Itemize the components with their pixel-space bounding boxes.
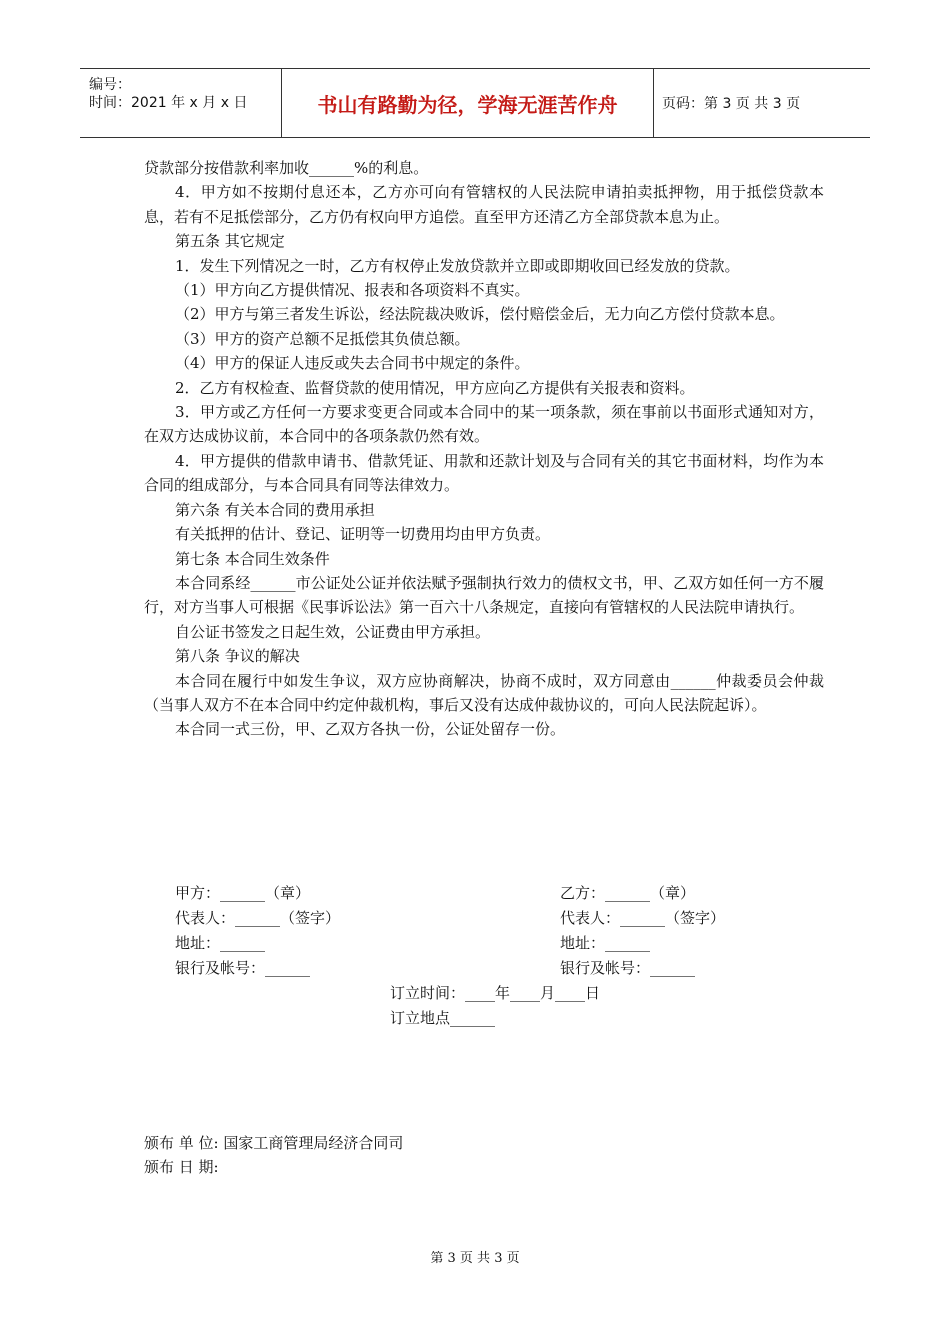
party-b-bank-account: 银行及帐号：______ (560, 959, 696, 977)
sign-place: 订立地点______ (390, 1009, 496, 1027)
contract-paragraph: 本合同系经______市公证处公证并依法赋予强制执行效力的债权文书，甲、乙双方如任何一方不履行，对方当事人可根据《民事诉讼法》第一百六十八条规定，直接向有管辖权的人民法院申请执行。 (144, 573, 824, 617)
party-a-address: 地址：______ (175, 934, 266, 952)
contract-paragraph: 自公证书签发之日起生效，公证费由甲方承担。 (175, 622, 491, 641)
page-header (80, 68, 870, 138)
header-page-info: 页码：第 3 页 共 3 页 (662, 96, 801, 112)
contract-paragraph: 3．甲方或乙方任何一方要求变更合同或本合同中的某一项条款，须在事前以书面形式通知对方，在双方达成协议前，本合同中的各项条款仍然有效。 (144, 403, 824, 446)
party-a-signature-block (175, 881, 340, 981)
issuer-unit: 颁布 单 位: 国家工商管理局经济合同司 (144, 1134, 404, 1152)
party-b-representative: 代表人：______（签字） (560, 909, 726, 927)
signing-info-block (390, 981, 600, 1031)
party-b-signature-block (560, 881, 725, 981)
contract-paragraph: 4．甲方提供的借款申请书、借款凭证、用款和还款计划及与合同有关的其它书面材料，均作为本合同的组成部分，与本合同具有同等法律效力。 (144, 451, 824, 495)
page-footer: 第 3 页 共 3 页 (430, 1251, 520, 1266)
issuer-block (144, 1131, 403, 1179)
contract-paragraph: 本合同一式三份，甲、乙双方各执一份，公证处留存一份。 (175, 720, 566, 739)
party-b-name: 乙方：______（章） (560, 884, 696, 902)
contract-paragraph: 1．发生下列情况之一时，乙方有权停止发放贷款并立即或即期收回已经发放的贷款。 (175, 256, 740, 275)
document-time-label: 时间：2021 年 x 月 x 日 (89, 95, 248, 111)
header-meta (80, 69, 282, 137)
contract-paragraph: 4．甲方如不按期付息还本，乙方亦可向有管辖权的人民法院申请拍卖抵押物，用于抵偿贷款本息，若有不足抵偿部分，乙方仍有权向甲方追偿。直至甲方还清乙方全部贷款本息为止。 (144, 183, 824, 226)
contract-paragraph: （3）甲方的资产总额不足抵偿其负债总额。 (175, 329, 470, 348)
contract-paragraph: 第五条 其它规定 (175, 232, 285, 251)
contract-paragraph: 本合同在履行中如发生争议，双方应协商解决，协商不成时，双方同意由______仲裁委员会仲裁（当事人双方不在本合同中约定仲裁机构，事后又没有达成仲裁协议的，可向人民法院起诉）。 (144, 671, 824, 714)
contract-paragraph: 有关抵押的估计、登记、证明等一切费用均由甲方负责。 (175, 525, 551, 544)
contract-paragraph: （1）甲方向乙方提供情况、报表和各项资料不真实。 (175, 281, 530, 300)
contract-paragraph: （2）甲方与第三者发生诉讼，经法院裁决败诉，偿付赔偿金后，无力向乙方偿付贷款本息。 (175, 305, 785, 324)
header-motto-cell (282, 69, 654, 137)
header-page-cell (654, 69, 870, 137)
document-number-label: 编号： (89, 77, 131, 93)
contract-paragraph: 第八条 争议的解决 (175, 647, 300, 666)
party-b-address: 地址：______ (560, 934, 651, 952)
party-a-name: 甲方：______（章） (175, 884, 311, 902)
header-motto: 书山有路勤为径，学海无涯苦作舟 (317, 92, 618, 117)
contract-body (144, 156, 824, 742)
party-a-representative: 代表人：______（签字） (175, 909, 341, 927)
contract-paragraph: 2．乙方有权检查、监督贷款的使用情况，甲方应向乙方提供有关报表和资料。 (175, 378, 695, 397)
contract-paragraph: 贷款部分按借款利率加收______%的利息。 (144, 159, 429, 177)
contract-paragraph: 第六条 有关本合同的费用承担 (175, 500, 375, 519)
party-a-bank-account: 银行及帐号：______ (175, 959, 311, 977)
contract-paragraph: （4）甲方的保证人违反或失去合同书中规定的条件。 (175, 354, 530, 373)
issuer-date: 颁布 日 期: (144, 1158, 219, 1176)
sign-date: 订立时间：____年____月____日 (390, 984, 601, 1002)
contract-paragraph: 第七条 本合同生效条件 (175, 549, 330, 568)
